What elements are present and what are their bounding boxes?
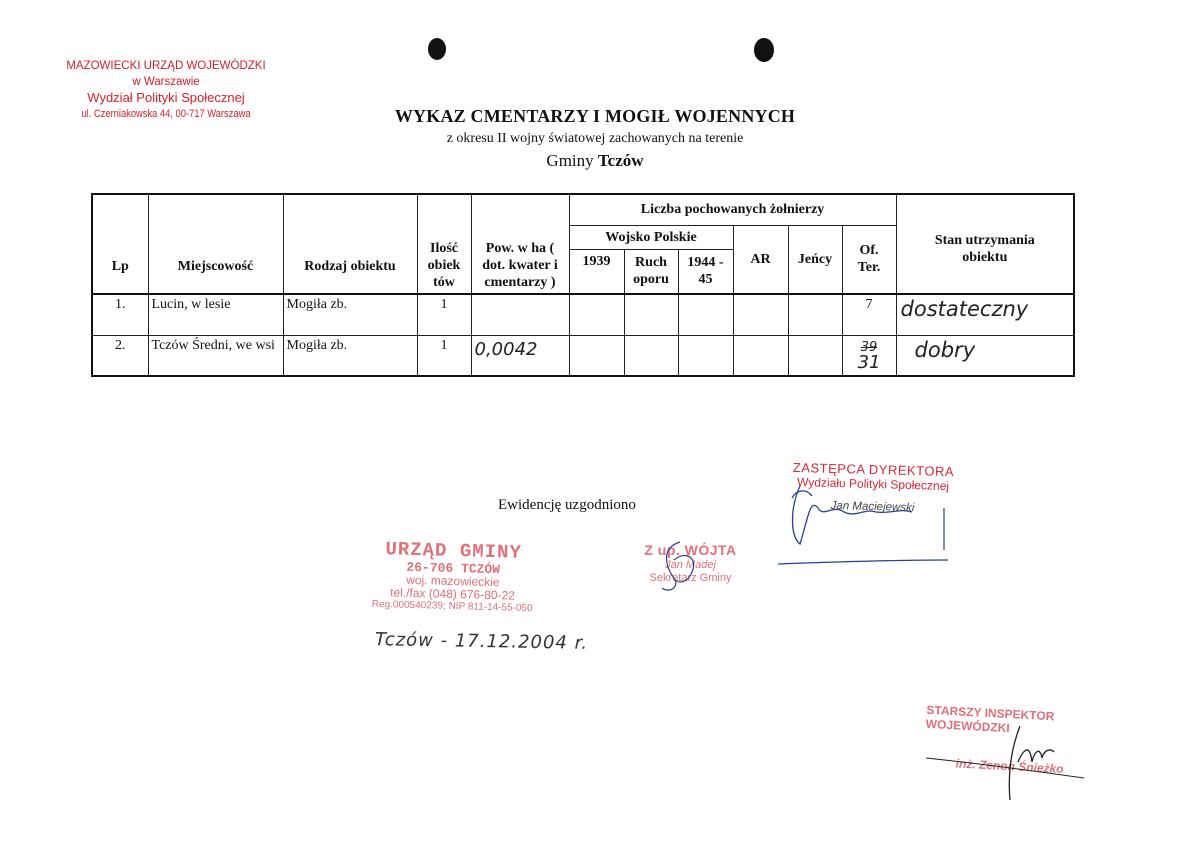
gmina-stamp-line1: URZĄD GMINY	[385, 538, 523, 564]
header-liczba: Liczba pochowanych żołnierzy	[569, 194, 896, 225]
cell-ruch	[624, 294, 678, 335]
cell-ruch	[624, 335, 678, 376]
cell-rodzaj: Mogiła zb.	[283, 335, 417, 376]
cell-stan: dostateczny	[896, 294, 1074, 335]
cell-miejscowosc: Lucin, w lesie	[148, 294, 283, 335]
header-of: Of. Ter.	[842, 225, 896, 294]
cell-ilosc: 1	[417, 294, 471, 335]
deputy-stamp-line3: Jan Maciejewski	[830, 499, 915, 515]
header-1939: 1939	[569, 249, 624, 294]
gmina-stamp-line4: tel./fax (048) 676-80-22	[390, 585, 516, 603]
gmina-stamp-line5: Reg.000540239; NIP 811-14-55-050	[371, 598, 533, 615]
header-miejscowosc: Miejscowość	[148, 194, 283, 294]
table-row	[92, 335, 1074, 376]
inspector-stamp-line2: inż. Zenon Śnieżko	[955, 756, 1064, 777]
cell-of	[842, 335, 896, 376]
inspector-signature	[924, 722, 1094, 807]
header-ilosc: Ilość obiek tów	[417, 194, 471, 294]
cell-rodzaj: Mogiła zb.	[283, 294, 417, 335]
cell-pow	[471, 294, 569, 335]
header-stan: Stan utrzymania obiektu	[896, 194, 1074, 294]
cell-ar	[733, 294, 788, 335]
document-subtitle: z okresu II wojny światowej zachowanych na terenie	[446, 131, 744, 146]
office-stamp-line4: ul. Czerniakowska 44, 00-717 Warszawa	[81, 108, 251, 120]
header-ar: AR	[733, 225, 788, 294]
wojt-stamp-line2: Jan Madej	[665, 559, 716, 571]
header-rodzaj: Rodzaj obiektu	[283, 194, 417, 294]
agreement-text: Ewidencję uzgodniono	[498, 497, 636, 513]
cell-miejscowosc: Tczów Średni, we wsi	[148, 335, 283, 376]
cell-lp: 2.	[92, 335, 148, 376]
punch-hole-right	[754, 38, 774, 62]
gmina-stamp	[357, 538, 549, 616]
document-title: WYKAZ CMENTARZY I MOGIŁ WOJENNYCH	[394, 106, 796, 126]
office-stamp-line1: MAZOWIECKI URZĄD WOJEWÓDZKI	[66, 60, 266, 72]
gmina-name: Tczów	[597, 151, 644, 170]
cemetery-table	[91, 193, 1075, 377]
office-stamp-line2: w Warszawie	[132, 76, 200, 88]
wojt-stamp-line3: Sekretarz Gminy	[649, 572, 732, 584]
cell-pow: 0,0042	[471, 335, 569, 376]
deputy-stamp-line1: ZASTĘPCA DYREKTORA	[792, 459, 955, 480]
cell-stan: dobry	[896, 335, 1074, 376]
handwritten-date: Tczów - 17.12.2004 r.	[374, 629, 589, 654]
cell-1944	[678, 294, 733, 335]
header-lp: Lp	[92, 194, 148, 294]
cell-of: 7	[842, 294, 896, 335]
cell-ar	[733, 335, 788, 376]
cell-ilosc: 1	[417, 335, 471, 376]
cell-1939	[569, 335, 624, 376]
cell-1944	[678, 335, 733, 376]
wojt-signature	[640, 538, 710, 598]
cell-of-corrected: 31	[857, 352, 881, 374]
header-pow: Pow. w ha ( dot. kwater i cmentarzy )	[471, 194, 569, 294]
inspector-stamp-line1: STARSZY INSPEKTOR WOJEWÓDZKI	[925, 702, 1055, 736]
header-wojsko: Wojsko Polskie	[569, 225, 733, 249]
gmina-stamp-line2: 26-706 TCZÓW	[406, 559, 501, 578]
gmina-line	[0, 151, 1190, 171]
gmina-stamp-line3: woj. mazowieckie	[406, 572, 500, 590]
cell-jency	[788, 294, 842, 335]
header-jency: Jeńcy	[788, 225, 842, 294]
cell-of-original: 39	[860, 340, 878, 356]
header-1944: 1944 - 45	[678, 249, 733, 294]
deputy-stamp-line2: Wydziału Polityki Społecznej	[796, 475, 950, 493]
cell-jency	[788, 335, 842, 376]
cell-lp: 1.	[92, 294, 148, 335]
punch-hole-left	[428, 38, 446, 60]
header-ruch: Ruch oporu	[624, 249, 678, 294]
cell-1939	[569, 294, 624, 335]
table-row	[92, 294, 1074, 335]
wojt-stamp-line1: Z up. WÓJTA	[644, 542, 737, 558]
deputy-signature	[772, 478, 952, 573]
gmina-prefix: Gminy	[546, 151, 594, 170]
office-stamp-line3: Wydział Polityki Społecznej	[87, 90, 245, 105]
